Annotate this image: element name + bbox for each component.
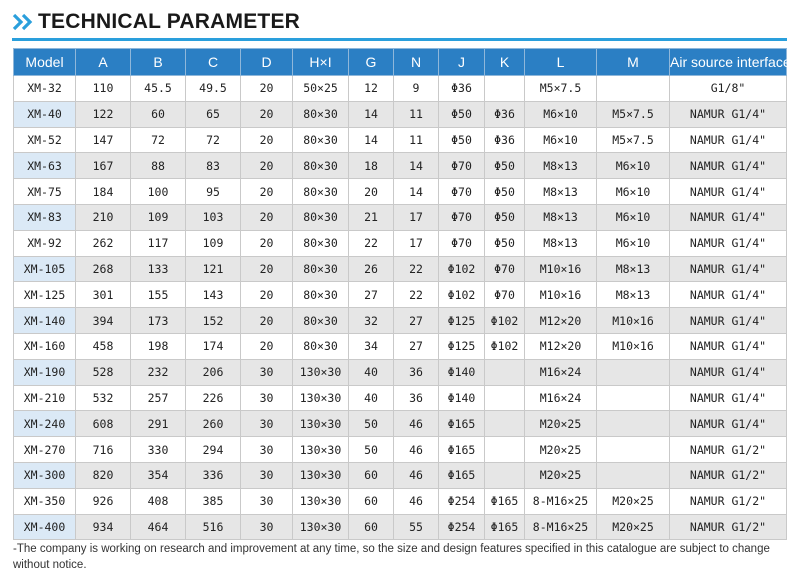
column-header: H×I — [293, 49, 349, 76]
table-cell: NAMUR G1/4" — [670, 359, 787, 385]
table-cell: Φ125 — [439, 308, 485, 334]
table-cell: 173 — [131, 308, 186, 334]
table-row — [14, 76, 787, 102]
table-cell: M20×25 — [597, 488, 670, 514]
table-cell: 608 — [76, 411, 131, 437]
table-cell: M5×7.5 — [597, 101, 670, 127]
table-cell: 60 — [131, 101, 186, 127]
table-cell: 80×30 — [293, 282, 349, 308]
table-cell: 17 — [394, 230, 439, 256]
table-cell: NAMUR G1/4" — [670, 411, 787, 437]
model-cell: XM-400 — [14, 514, 76, 540]
table-cell: M12×20 — [525, 308, 597, 334]
model-cell: XM-125 — [14, 282, 76, 308]
table-cell: Φ140 — [439, 359, 485, 385]
table-cell: NAMUR G1/4" — [670, 282, 787, 308]
table-cell — [597, 359, 670, 385]
table-cell: 20 — [241, 333, 293, 359]
table-cell: NAMUR G1/4" — [670, 204, 787, 230]
model-cell: XM-210 — [14, 385, 76, 411]
table-cell: 20 — [241, 76, 293, 102]
table-cell: M10×16 — [597, 308, 670, 334]
table-row — [14, 179, 787, 205]
table-cell: 30 — [241, 411, 293, 437]
table-cell: M8×13 — [597, 282, 670, 308]
table-cell: Φ70 — [439, 204, 485, 230]
table-cell: NAMUR G1/4" — [670, 179, 787, 205]
table-cell: 110 — [76, 76, 131, 102]
table-cell: 50×25 — [293, 76, 349, 102]
column-header: Air source interface — [670, 49, 787, 76]
model-cell: XM-190 — [14, 359, 76, 385]
table-cell: M6×10 — [597, 179, 670, 205]
model-cell: XM-75 — [14, 179, 76, 205]
table-cell — [597, 437, 670, 463]
column-header: L — [525, 49, 597, 76]
table-cell: 532 — [76, 385, 131, 411]
table-cell: 152 — [186, 308, 241, 334]
table-cell: 46 — [394, 488, 439, 514]
table-cell: 257 — [131, 385, 186, 411]
table-cell: Φ36 — [485, 127, 525, 153]
table-row — [14, 282, 787, 308]
table-row — [14, 333, 787, 359]
table-cell: M8×13 — [525, 153, 597, 179]
table-cell: 32 — [349, 308, 394, 334]
table-cell: Φ50 — [439, 127, 485, 153]
table-cell: 20 — [241, 282, 293, 308]
table-cell: 9 — [394, 76, 439, 102]
table-cell: M8×13 — [525, 204, 597, 230]
table-cell: 926 — [76, 488, 131, 514]
table-cell: 83 — [186, 153, 241, 179]
table-cell: Φ102 — [439, 282, 485, 308]
table-cell: 301 — [76, 282, 131, 308]
table-cell: G1/8" — [670, 76, 787, 102]
table-cell: NAMUR G1/4" — [670, 153, 787, 179]
table-cell: 60 — [349, 462, 394, 488]
table-cell: 20 — [241, 256, 293, 282]
table-cell: 20 — [241, 101, 293, 127]
table-cell: 291 — [131, 411, 186, 437]
table-cell: 36 — [394, 385, 439, 411]
table-cell: 80×30 — [293, 179, 349, 205]
table-cell: Φ50 — [485, 153, 525, 179]
column-header: J — [439, 49, 485, 76]
table-cell: 80×30 — [293, 127, 349, 153]
table-cell: M20×25 — [525, 411, 597, 437]
table-body — [14, 76, 787, 540]
table-cell: NAMUR G1/4" — [670, 101, 787, 127]
table-cell: 27 — [349, 282, 394, 308]
model-cell: XM-105 — [14, 256, 76, 282]
table-cell: 408 — [131, 488, 186, 514]
table-cell: M10×16 — [525, 256, 597, 282]
table-cell: Φ254 — [439, 514, 485, 540]
table-cell: 21 — [349, 204, 394, 230]
table-cell: 20 — [349, 179, 394, 205]
table-cell: 65 — [186, 101, 241, 127]
table-row — [14, 204, 787, 230]
table-cell: Φ254 — [439, 488, 485, 514]
table-cell: 22 — [394, 256, 439, 282]
table-cell: 130×30 — [293, 488, 349, 514]
model-cell: XM-40 — [14, 101, 76, 127]
table-cell: Φ165 — [439, 437, 485, 463]
table-cell: Φ70 — [485, 256, 525, 282]
table-cell: 60 — [349, 514, 394, 540]
table-cell — [597, 462, 670, 488]
table-cell — [485, 411, 525, 437]
table-cell: 30 — [241, 359, 293, 385]
table-cell: 262 — [76, 230, 131, 256]
column-header: G — [349, 49, 394, 76]
table-cell: 109 — [186, 230, 241, 256]
table-row — [14, 127, 787, 153]
table-cell: 27 — [394, 333, 439, 359]
table-cell: 95 — [186, 179, 241, 205]
table-row — [14, 230, 787, 256]
table-cell: 60 — [349, 488, 394, 514]
table-cell: 55 — [394, 514, 439, 540]
table-cell: 103 — [186, 204, 241, 230]
table-cell: 528 — [76, 359, 131, 385]
table-cell: 109 — [131, 204, 186, 230]
table-cell: 14 — [394, 179, 439, 205]
table-cell: M16×24 — [525, 385, 597, 411]
table-cell — [485, 76, 525, 102]
table-cell: M5×7.5 — [525, 76, 597, 102]
table-cell: 30 — [241, 437, 293, 463]
table-cell: Φ165 — [485, 514, 525, 540]
table-cell: 20 — [241, 308, 293, 334]
table-cell: 18 — [349, 153, 394, 179]
table-cell: 336 — [186, 462, 241, 488]
table-cell: 14 — [349, 101, 394, 127]
table-cell: NAMUR G1/2" — [670, 462, 787, 488]
table-cell: M20×25 — [525, 437, 597, 463]
table-cell: 14 — [349, 127, 394, 153]
column-header: K — [485, 49, 525, 76]
table-cell: 36 — [394, 359, 439, 385]
column-header: D — [241, 49, 293, 76]
table-cell — [485, 385, 525, 411]
table-cell: 49.5 — [186, 76, 241, 102]
model-cell: XM-63 — [14, 153, 76, 179]
table-cell: 22 — [349, 230, 394, 256]
table-cell: 80×30 — [293, 256, 349, 282]
table-cell: Φ50 — [485, 179, 525, 205]
table-cell: 11 — [394, 127, 439, 153]
model-cell: XM-32 — [14, 76, 76, 102]
table-cell: M6×10 — [597, 153, 670, 179]
table-cell: 20 — [241, 153, 293, 179]
table-cell: 133 — [131, 256, 186, 282]
table-cell: M20×25 — [597, 514, 670, 540]
table-cell: 27 — [394, 308, 439, 334]
table-cell: 80×30 — [293, 308, 349, 334]
model-cell: XM-140 — [14, 308, 76, 334]
table-cell: NAMUR G1/4" — [670, 230, 787, 256]
table-cell: 50 — [349, 411, 394, 437]
model-cell: XM-350 — [14, 488, 76, 514]
table-cell: Φ165 — [485, 488, 525, 514]
table-cell: 30 — [241, 514, 293, 540]
table-cell: 354 — [131, 462, 186, 488]
table-row — [14, 153, 787, 179]
table-cell: 80×30 — [293, 153, 349, 179]
table-cell: 147 — [76, 127, 131, 153]
table-cell: M6×10 — [597, 230, 670, 256]
table-cell: 130×30 — [293, 359, 349, 385]
table-cell: Φ165 — [439, 411, 485, 437]
table-cell: M5×7.5 — [597, 127, 670, 153]
table-cell: 130×30 — [293, 437, 349, 463]
table-cell: 11 — [394, 101, 439, 127]
table-cell: 72 — [186, 127, 241, 153]
table-cell: Φ102 — [439, 256, 485, 282]
table-cell: 30 — [241, 385, 293, 411]
table-cell: 268 — [76, 256, 131, 282]
page-title: TECHNICAL PARAMETER — [38, 10, 301, 33]
table-cell — [485, 462, 525, 488]
table-cell: 20 — [241, 179, 293, 205]
table-cell: Φ70 — [439, 153, 485, 179]
table-cell: 80×30 — [293, 204, 349, 230]
column-header: B — [131, 49, 186, 76]
table-cell: M16×24 — [525, 359, 597, 385]
table-cell: 394 — [76, 308, 131, 334]
table-cell: 143 — [186, 282, 241, 308]
table-cell: Φ102 — [485, 308, 525, 334]
table-row — [14, 359, 787, 385]
table-cell: 516 — [186, 514, 241, 540]
model-cell: XM-160 — [14, 333, 76, 359]
table-cell: NAMUR G1/2" — [670, 514, 787, 540]
table-cell: 130×30 — [293, 514, 349, 540]
table-cell: 40 — [349, 359, 394, 385]
model-cell: XM-240 — [14, 411, 76, 437]
table-cell: 50 — [349, 437, 394, 463]
table-cell: 716 — [76, 437, 131, 463]
table-cell: NAMUR G1/2" — [670, 488, 787, 514]
table-cell: 30 — [241, 488, 293, 514]
title-underline — [12, 38, 787, 41]
table-row — [14, 462, 787, 488]
table-cell: 130×30 — [293, 411, 349, 437]
table-cell: 130×30 — [293, 385, 349, 411]
table-cell: Φ70 — [485, 282, 525, 308]
table-cell: M6×10 — [525, 101, 597, 127]
table-cell: 14 — [394, 153, 439, 179]
table-cell: 174 — [186, 333, 241, 359]
table-cell: 184 — [76, 179, 131, 205]
table-cell: 155 — [131, 282, 186, 308]
table-cell: M6×10 — [597, 204, 670, 230]
table-cell: 88 — [131, 153, 186, 179]
table-cell: Φ36 — [439, 76, 485, 102]
table-cell: 20 — [241, 204, 293, 230]
table-cell: 100 — [131, 179, 186, 205]
column-header: C — [186, 49, 241, 76]
table-cell: 464 — [131, 514, 186, 540]
table-cell: M8×13 — [525, 230, 597, 256]
table-cell: NAMUR G1/4" — [670, 385, 787, 411]
section-header — [12, 8, 300, 36]
table-cell: Φ165 — [439, 462, 485, 488]
column-header: N — [394, 49, 439, 76]
model-cell: XM-300 — [14, 462, 76, 488]
table-cell: M8×13 — [525, 179, 597, 205]
table-cell: 210 — [76, 204, 131, 230]
table-cell: NAMUR G1/4" — [670, 256, 787, 282]
table-cell: Φ140 — [439, 385, 485, 411]
model-cell: XM-52 — [14, 127, 76, 153]
table-header-row — [14, 49, 787, 76]
table-cell: NAMUR G1/4" — [670, 333, 787, 359]
table-cell: 385 — [186, 488, 241, 514]
table-row — [14, 385, 787, 411]
table-cell: 294 — [186, 437, 241, 463]
table-cell: 20 — [241, 230, 293, 256]
table-cell — [597, 411, 670, 437]
table-cell: M20×25 — [525, 462, 597, 488]
parameter-table — [13, 48, 791, 540]
table-cell: 130×30 — [293, 462, 349, 488]
table-cell: NAMUR G1/4" — [670, 127, 787, 153]
table-cell: 12 — [349, 76, 394, 102]
table-cell: 26 — [349, 256, 394, 282]
table-cell: 46 — [394, 462, 439, 488]
table-cell: 232 — [131, 359, 186, 385]
model-cell: XM-83 — [14, 204, 76, 230]
table-cell: Φ70 — [439, 179, 485, 205]
model-cell: XM-270 — [14, 437, 76, 463]
table-cell — [485, 437, 525, 463]
table-cell: 80×30 — [293, 230, 349, 256]
column-header: A — [76, 49, 131, 76]
double-chevron-icon — [12, 12, 34, 32]
table-cell: Φ125 — [439, 333, 485, 359]
table-cell: 34 — [349, 333, 394, 359]
column-header: M — [597, 49, 670, 76]
table-cell: 45.5 — [131, 76, 186, 102]
table-row — [14, 437, 787, 463]
table-cell: 117 — [131, 230, 186, 256]
table-cell — [597, 76, 670, 102]
table-cell: 167 — [76, 153, 131, 179]
table-cell: M10×16 — [525, 282, 597, 308]
table-cell: 206 — [186, 359, 241, 385]
table-row — [14, 256, 787, 282]
table-cell: M12×20 — [525, 333, 597, 359]
column-header: Model — [14, 49, 76, 76]
table-cell: Φ50 — [485, 230, 525, 256]
table-row — [14, 101, 787, 127]
table-cell: Φ50 — [485, 204, 525, 230]
table-cell: 30 — [241, 462, 293, 488]
table-cell: NAMUR G1/2" — [670, 437, 787, 463]
table-cell: M10×16 — [597, 333, 670, 359]
model-cell: XM-92 — [14, 230, 76, 256]
table-cell: 198 — [131, 333, 186, 359]
table-cell: Φ70 — [439, 230, 485, 256]
table-cell: 820 — [76, 462, 131, 488]
table-cell: 40 — [349, 385, 394, 411]
table-cell — [597, 385, 670, 411]
table-cell: M8×13 — [597, 256, 670, 282]
table-cell: Φ102 — [485, 333, 525, 359]
table-cell: 330 — [131, 437, 186, 463]
table-row — [14, 308, 787, 334]
table-cell: 226 — [186, 385, 241, 411]
table-cell: 122 — [76, 101, 131, 127]
table-cell: 17 — [394, 204, 439, 230]
table-cell: Φ50 — [439, 101, 485, 127]
table-row — [14, 488, 787, 514]
table-row — [14, 514, 787, 540]
table-cell: 22 — [394, 282, 439, 308]
table-cell: M6×10 — [525, 127, 597, 153]
table-cell: 80×30 — [293, 101, 349, 127]
table-cell — [485, 359, 525, 385]
table-cell: 934 — [76, 514, 131, 540]
table-cell: NAMUR G1/4" — [670, 308, 787, 334]
table-cell: 260 — [186, 411, 241, 437]
table-cell: 8-M16×25 — [525, 488, 597, 514]
table-cell: 46 — [394, 411, 439, 437]
table-cell: 46 — [394, 437, 439, 463]
table-cell: 20 — [241, 127, 293, 153]
table-cell: 80×30 — [293, 333, 349, 359]
footnote: -The company is working on research and improvement at any time, so the size and design features specified in this catalogue are subject to change without notice. — [13, 543, 770, 571]
table-row — [14, 411, 787, 437]
table-cell: 72 — [131, 127, 186, 153]
table-cell: 458 — [76, 333, 131, 359]
table-cell: 8-M16×25 — [525, 514, 597, 540]
table-cell: Φ36 — [485, 101, 525, 127]
table-cell: 121 — [186, 256, 241, 282]
